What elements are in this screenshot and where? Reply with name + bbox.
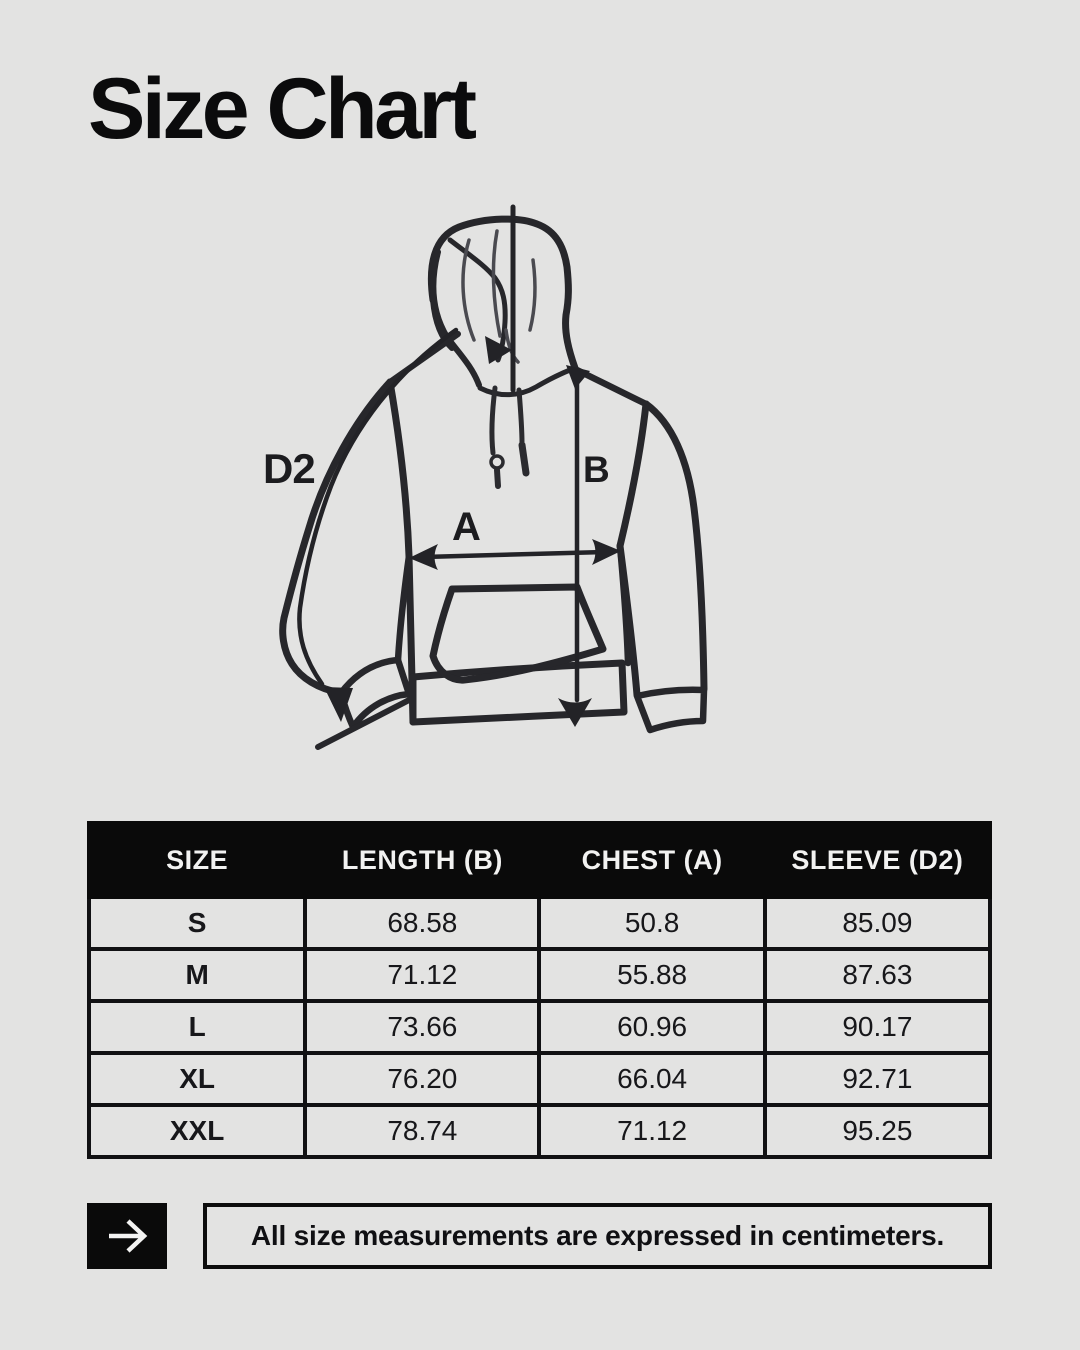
hood-brim-outer-path [433, 252, 479, 385]
chest-cell: 71.12 [539, 1105, 764, 1157]
size-chart-table [87, 821, 992, 1159]
drawstrings [491, 388, 526, 486]
measurement-arrows [299, 207, 621, 727]
next-arrow-button[interactable] [87, 1203, 167, 1269]
column-header-sleeve: SLEEVE (D2) [765, 823, 990, 897]
table-row-xl [89, 1053, 990, 1105]
right-cuff [637, 690, 704, 730]
table-row-xxl [89, 1105, 990, 1157]
length-cell: 68.58 [305, 897, 539, 949]
label-length-b: B [583, 449, 610, 490]
column-header-size: SIZE [89, 823, 305, 897]
units-note-box [203, 1203, 992, 1269]
sleeve-cell: 92.71 [765, 1053, 990, 1105]
right-raglan-seam [577, 370, 646, 404]
arrow-right-icon [101, 1214, 153, 1258]
chest-cell: 50.8 [539, 897, 764, 949]
size-cell: L [89, 1001, 305, 1053]
length-cell: 78.74 [305, 1105, 539, 1157]
left-aglet [497, 470, 498, 486]
column-header-length: LENGTH (B) [305, 823, 539, 897]
chest-cell: 60.96 [539, 1001, 764, 1053]
size-cell: M [89, 949, 305, 1001]
size-cell: S [89, 897, 305, 949]
sleeve-d2-line [299, 330, 456, 684]
sleeve-cell: 87.63 [765, 949, 990, 1001]
right-sleeve-outer [646, 404, 704, 689]
right-sleeve-inner-upper [620, 404, 646, 546]
size-cell: XXL [89, 1105, 305, 1157]
chest-cell: 66.04 [539, 1053, 764, 1105]
chest-a-right-arrowhead [592, 539, 621, 565]
label-chest-a: A [452, 505, 481, 549]
sleeve-cell: 95.25 [765, 1105, 990, 1157]
chest-cell: 55.88 [539, 949, 764, 1001]
sleeve-cell: 85.09 [765, 897, 990, 949]
column-header-chest: CHEST (A) [539, 823, 764, 897]
header-row [89, 823, 990, 897]
drawstring-loop [491, 456, 503, 468]
hood-brim-inner-path [450, 240, 505, 360]
size-cell: XL [89, 1053, 305, 1105]
hoodie-measurement-diagram [235, 190, 765, 790]
table-row-s [89, 897, 990, 949]
length-cell: 76.20 [305, 1053, 539, 1105]
units-note-text: All size measurements are expressed in centimeters. [250, 1220, 945, 1251]
left-drawstring [492, 388, 495, 453]
chest-a-left-arrowhead [409, 544, 438, 570]
length-cell: 71.12 [305, 949, 539, 1001]
label-sleeve-d2: D2 [263, 445, 315, 492]
right-drawstring [519, 390, 522, 443]
table-row-l [89, 1001, 990, 1053]
page-title: Size Chart [88, 61, 474, 157]
hood-fold-line [530, 260, 535, 330]
left-cuff-tick-line [318, 698, 413, 747]
sleeve-cell: 90.17 [765, 1001, 990, 1053]
right-aglet [522, 445, 526, 473]
left-sleeve-outer [283, 382, 390, 693]
length-cell: 73.66 [305, 1001, 539, 1053]
table-row-m [89, 949, 990, 1001]
hoodie-sketch-details [463, 231, 535, 362]
